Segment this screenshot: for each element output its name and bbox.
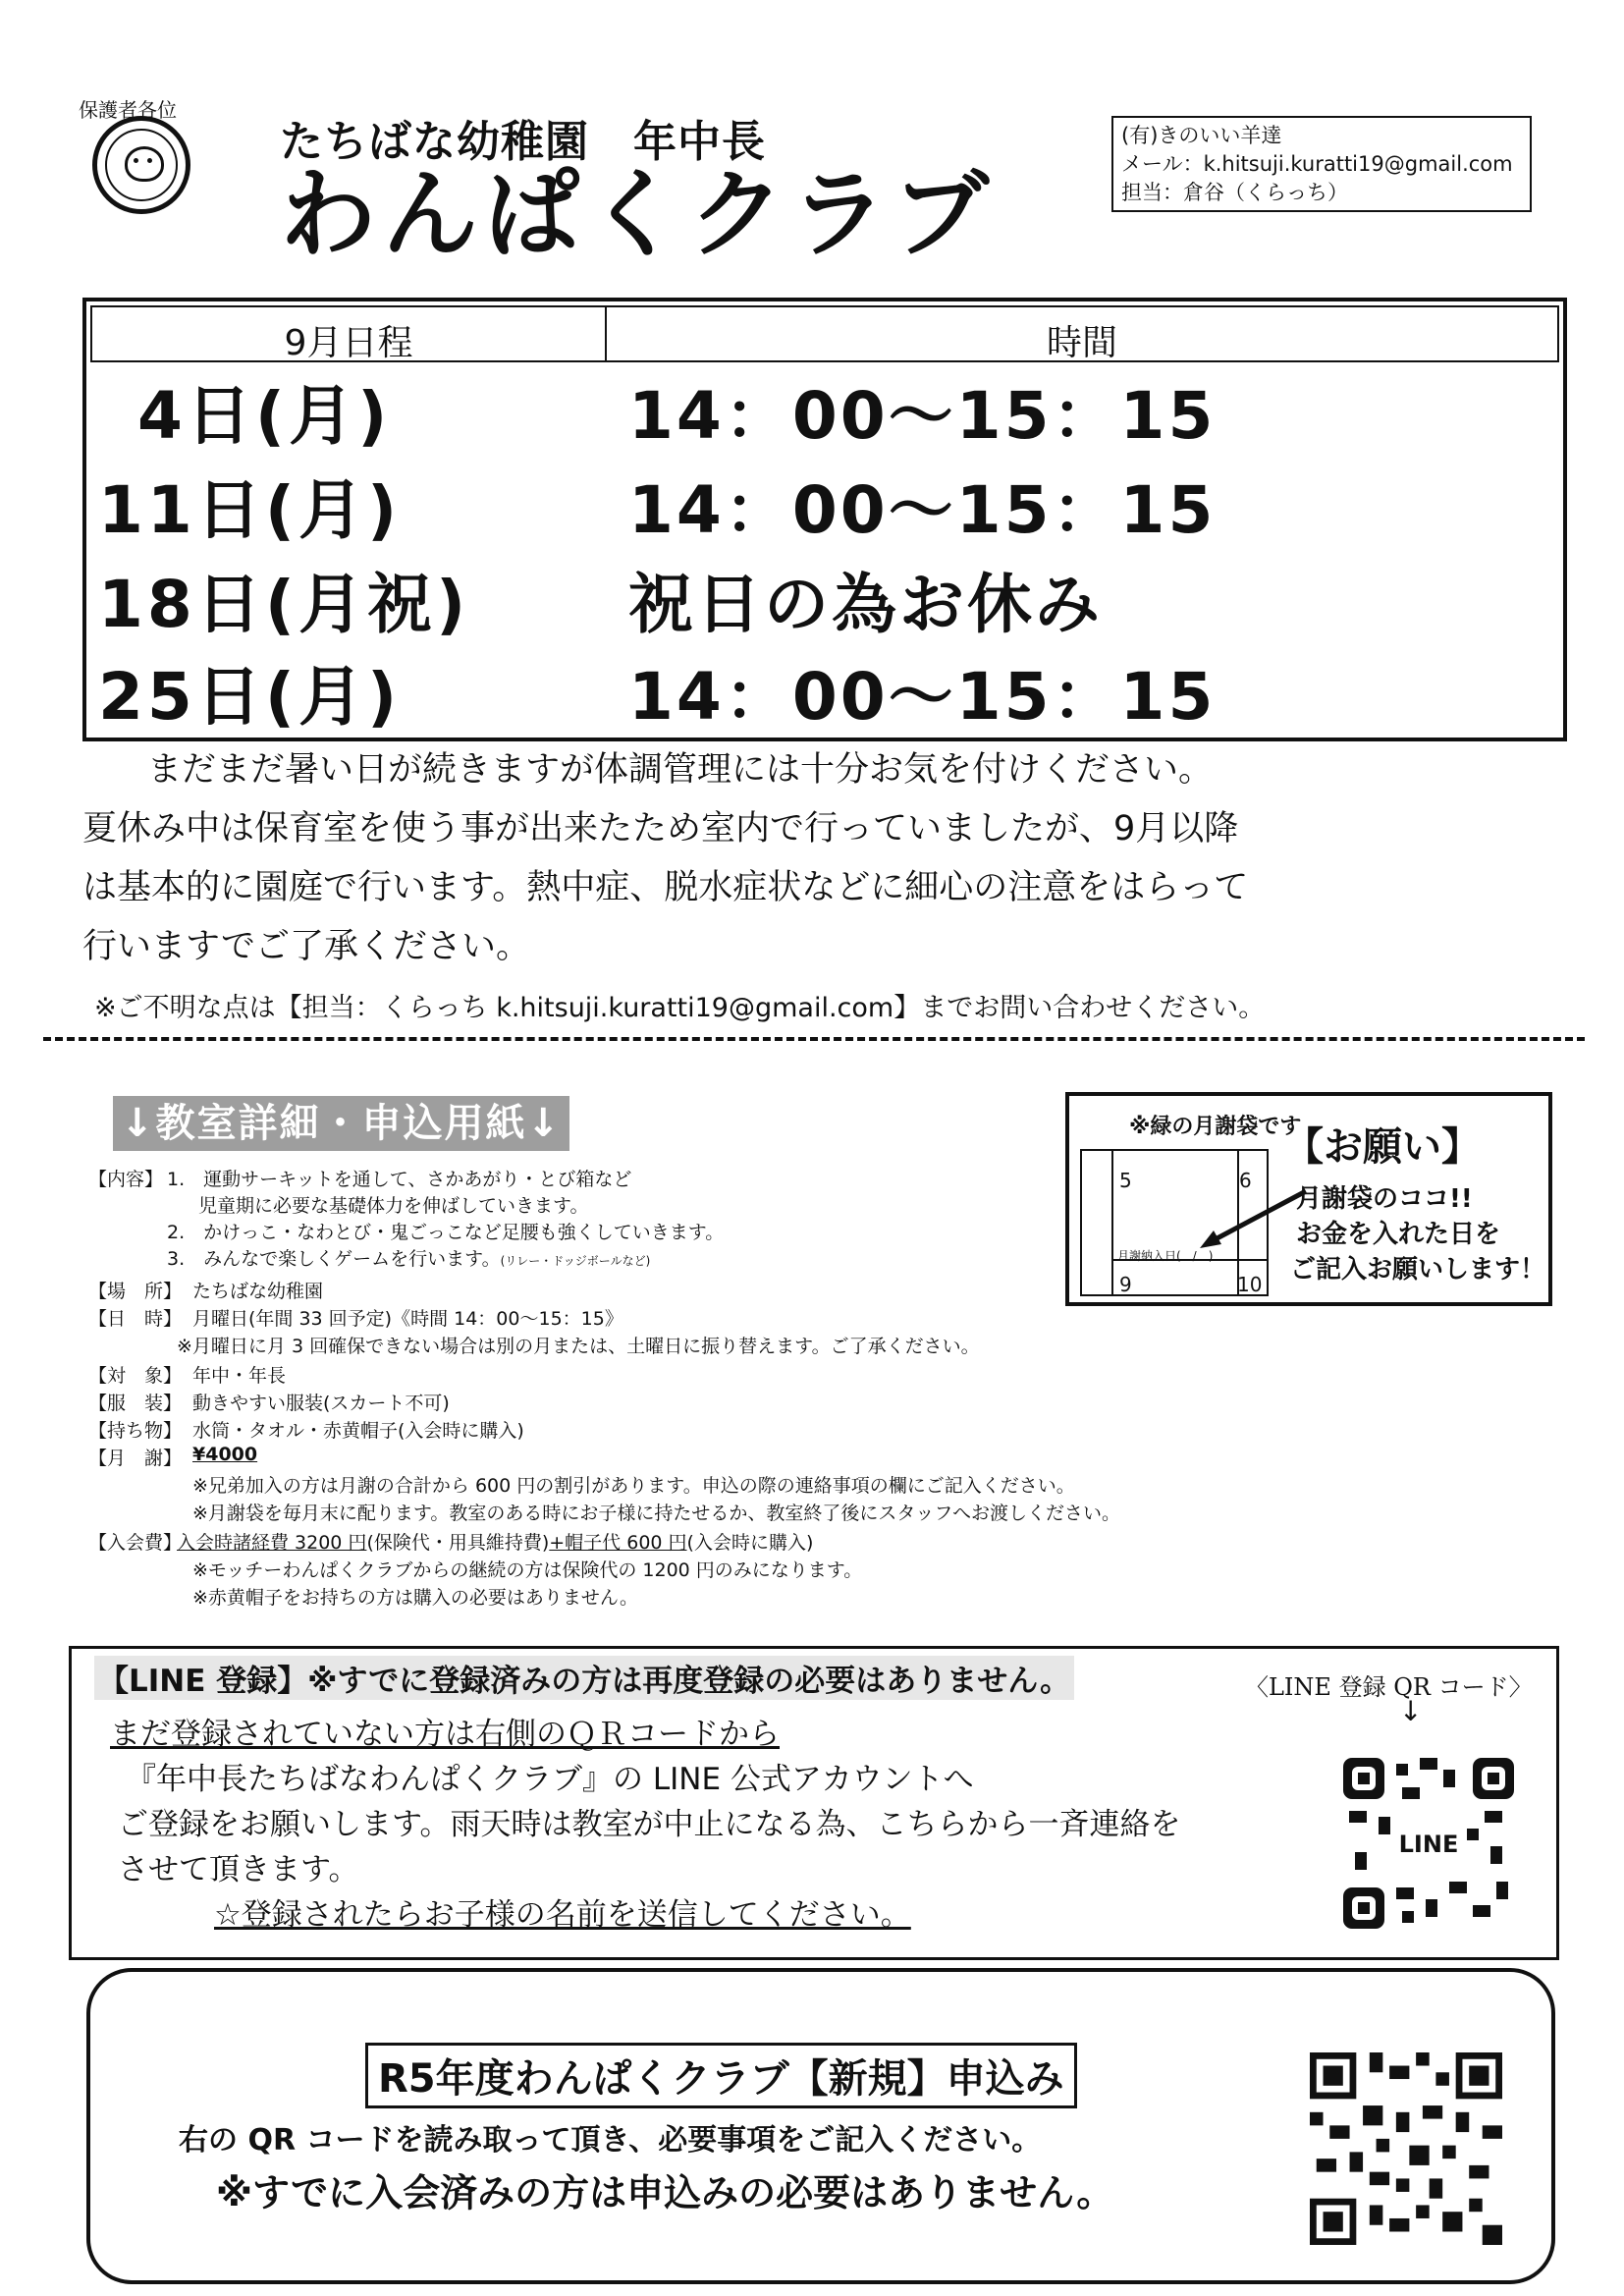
detail-content: 児童期に必要な基礎体力を伸ばしていきます。: [198, 1195, 589, 1217]
cut-line: [43, 1037, 1585, 1051]
detail-note: ※兄弟加入の方は月謝の合計から 600 円の割引があります。申込の際の連絡事項の欄にご記入ください。: [192, 1475, 1075, 1497]
detail-value: 入会時諸経費 3200 円(保険代・用具維持費)+帽子代 600 円(入会時に購入): [177, 1532, 814, 1554]
line-body: させて頂きます。: [118, 1852, 359, 1887]
company-box: [1111, 116, 1532, 212]
schedule-header-date: 9月日程: [284, 323, 413, 363]
notice-line: まだまだ暑い日が続きますが体調管理には十分お気を付けください。: [147, 750, 1214, 790]
detail-value: たちばな幼稚園: [192, 1281, 324, 1302]
schedule-date: 11日(月): [98, 472, 402, 548]
detail-note: ※モッチーわんぱくクラブからの継続の方は保険代の 1200 円のみになります。: [192, 1559, 863, 1581]
club-title: わんぱくクラブ: [280, 159, 996, 271]
envelope-date-label: 月謝納入日( / ): [1117, 1249, 1214, 1263]
detail-label: 【入会費】: [88, 1532, 183, 1554]
envelope-num: 5: [1119, 1169, 1132, 1192]
notice-line: 夏休み中は保育室を使う事が出来たため室内で行っていましたが、9月以降: [82, 809, 1239, 848]
apply-title: R5年度わんぱくクラブ【新規】申込み: [365, 2043, 1077, 2108]
apply-instruction: 右の QR コードを読み取って頂き、必要事項をご記入ください。: [179, 2123, 1042, 2158]
recipients-label: 保護者各位: [79, 98, 177, 122]
envelope-label: ※緑の月謝袋です: [1129, 1115, 1302, 1139]
line-qr-text: LINE: [1398, 1831, 1459, 1858]
line-body: ご登録をお願いします。雨天時は教室が中止になる為、こちらから一斉連絡を: [118, 1807, 1181, 1842]
notice-line: 行いますでご了承ください。: [82, 927, 531, 966]
detail-label: 【服 装】: [88, 1393, 183, 1414]
contact-person: 担当：倉谷（くらっち）: [1121, 181, 1348, 204]
line-star-note: ☆登録されたらお子様の名前を送信してください。: [214, 1897, 911, 1933]
detail-content: 2. かけっこ・なわとび・鬼ごっこなど足腰も強くしていきます。: [167, 1222, 725, 1243]
detail-label: 【日 時】: [88, 1308, 183, 1330]
schedule-time: 14：00〜15：15: [628, 659, 1217, 735]
school-line: たちばな幼稚園 年中長: [280, 117, 766, 167]
detail-note: ※月謝袋を毎月末に配ります。教室のある時にお子様に持たせるか、教室終了後にスタッフへお渡しください。: [192, 1503, 1121, 1524]
apply-qr-code[interactable]: [1310, 2052, 1502, 2245]
detail-content: 1. 運動サーキットを通して、さかあがり・とび箱など: [167, 1169, 632, 1190]
schedule-date: 25日(月): [98, 659, 402, 735]
line-body: まだ登録されていない方は右側のＱＲコードから: [110, 1717, 780, 1752]
sheep-logo-seal: [92, 116, 190, 214]
detail-label: 【内容】: [88, 1169, 164, 1190]
detail-value: 年中・年長: [192, 1365, 287, 1387]
company-email: メール：k.hitsuji.kuratti19@gmail.com: [1121, 152, 1513, 176]
line-qr-label: 〈LINE 登録 QR コード〉: [1245, 1673, 1533, 1701]
detail-note: ※月曜日に月 3 回確保できない場合は別の月または、土曜日に振り替えます。ご了承ください。: [177, 1336, 980, 1357]
detail-value: 月曜日(年間 33 回予定)《時間 14：00〜15：15》: [192, 1308, 623, 1330]
line-qr-code[interactable]: [1343, 1758, 1514, 1929]
detail-label: 【月 謝】: [88, 1448, 183, 1469]
apply-note: ※すでに入会済みの方は申込みの必要はありません。: [216, 2171, 1114, 2214]
request-line: ご記入お願いします！: [1290, 1255, 1546, 1285]
notice-line: は基本的に園庭で行います。熱中症、脱水症状などに細心の注意をはらって: [82, 868, 1249, 907]
schedule-date: 18日(月祝): [98, 567, 470, 642]
down-arrow-icon: ↓: [1399, 1695, 1423, 1727]
envelope-num: 10: [1237, 1273, 1263, 1296]
request-line: 月謝袋のココ!!: [1296, 1184, 1473, 1214]
schedule-time: 祝日の為お休み: [628, 567, 1103, 642]
request-line: お金を入れた日を: [1296, 1220, 1501, 1249]
envelope-num: 6: [1239, 1169, 1252, 1192]
contact-note: ※ご不明な点は【担当：くらっち k.hitsuji.kuratti19@gmail.com】までお問い合わせください。: [94, 993, 1266, 1023]
sheep-icon: [125, 146, 164, 182]
line-body: 『年中長たちばなわんぱくクラブ』の LINE 公式アカウントへ: [126, 1762, 974, 1797]
details-heading: ↓教室詳細・申込用紙↓: [113, 1096, 569, 1151]
company-name: (有)きのいい羊達: [1121, 124, 1282, 147]
request-title: 【お願い】: [1284, 1124, 1481, 1170]
detail-value: 水筒・タオル・赤黄帽子(入会時に購入): [192, 1420, 524, 1442]
envelope-num: 9: [1119, 1273, 1132, 1296]
detail-note: ※赤黄帽子をお持ちの方は購入の必要はありません。: [192, 1587, 639, 1609]
detail-label: 【持ち物】: [88, 1420, 183, 1442]
schedule-time: 14：00〜15：15: [628, 378, 1217, 454]
line-register-head: 【LINE 登録】※すでに登録済みの方は再度登録の必要はありません。: [94, 1656, 1074, 1700]
schedule-header: [90, 305, 1559, 362]
detail-content-note: (リレー・ドッジボールなど): [500, 1254, 651, 1268]
detail-value: 動きやすい服装(スカート不可): [192, 1393, 450, 1414]
detail-label: 【場 所】: [88, 1281, 183, 1302]
detail-value: ¥4000: [192, 1444, 258, 1465]
detail-content: 3. みんなで楽しくゲームを行います。(リレー・ドッジボールなど): [167, 1248, 651, 1270]
schedule-time: 14：00〜15：15: [628, 472, 1217, 548]
schedule-header-time: 時間: [1046, 323, 1117, 363]
schedule-date: 4日(月): [137, 378, 392, 454]
detail-label: 【対 象】: [88, 1365, 183, 1387]
